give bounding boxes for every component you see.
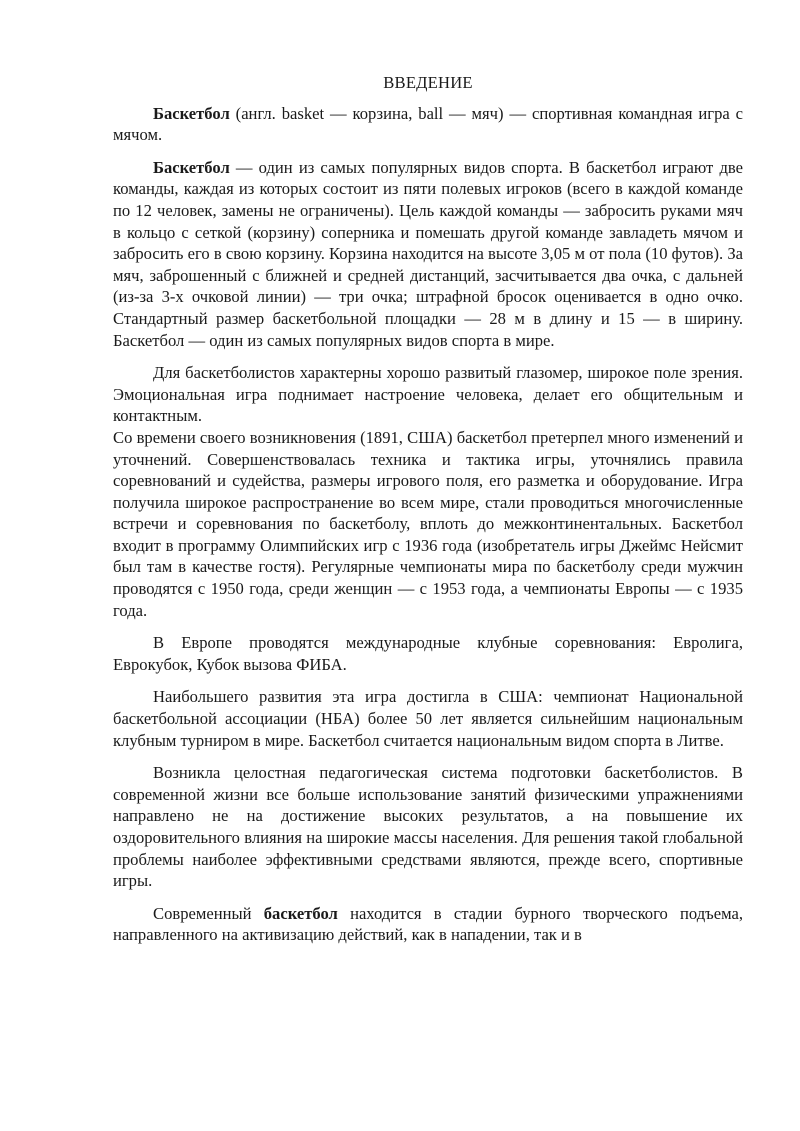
- paragraph-definition: [113, 103, 743, 146]
- paragraph-text: В Европе проводятся международные клубные соревнования: Евролига, Еврокубок, Кубок вызова ФИБА.: [113, 633, 743, 674]
- paragraph-europe: [113, 632, 743, 675]
- paragraph-text: Возникла целостная педагогическая система подготовки баскетболистов. В современной жизни все больше использование занятий физическими упражнениями направлено не на достижение высоких результатов, а на повышение их оздоровительного влияния на широкие массы населения. Для решения такой глобальной проблемы наиболее эффективными средствами являются, прежде всего, спортивные игры.: [113, 763, 743, 891]
- paragraph-text: (англ. basket — корзина, ball — мяч) — спортивная командная игра с мячом.: [113, 103, 743, 145]
- paragraph-pedagogy: [113, 762, 743, 892]
- bold-term: Баскетбол: [153, 157, 230, 177]
- document-page: [113, 72, 743, 946]
- paragraph-text-continued: Со времени своего возникновения (1891, США) баскетбол претерпел много изменений и уточнений. Совершенствовалась техника и тактика игры, уточнялись правила соревнований и судейства, размеры игрового поля, его разметка и оборудование. Игра получила широкое распространение во всем мире, стали проводиться многочисленные встречи и соревнования по баскетболу, вплоть до межконтинентальных. Баскетбол входит в программу Олимпийских игр с 1936 года (изобретатель игры Джеймс Нейсмит был там в качестве гостя). Регулярные чемпионаты мира по баскетболу среди мужчин проводятся с 1950 года, среди женщин — с 1953 года, а чемпионаты Европы — с 1935 года.: [113, 427, 743, 620]
- paragraph-modern: [113, 903, 743, 946]
- paragraph-rules: [113, 157, 743, 351]
- bold-term: баскетбол: [263, 903, 338, 923]
- paragraph-text: Для баскетболистов характерны хорошо развитый глазомер, широкое поле зрения. Эмоциональная игра поднимает настроение человека, делает его общительным и контактным.: [113, 363, 743, 426]
- paragraph-text: — один из самых популярных видов спорта. В баскетбол играют две команды, каждая из которых состоит из пяти полевых игроков (всего в каждой команде по 12 человек, замены не ограничены). Цель каждой команды — забросить руками мяч в кольцо с сеткой (корзину) соперника и помешать другой команде завладеть мячом и забросить его в свою корзину. Корзина находится на высоте 3,05 м от пола (10 футов). За мяч, заброшенный с ближней и средней дистанций, засчитывается два очка, с дальней (из-за 3-х очковой линии) — три очка; штрафной бросок оценивается в одно очко. Стандартный размер баскетбольной площадки — 28 м в длину и 15 — в ширину. Баскетбол — один из самых популярных видов спорта в мире.: [113, 157, 743, 350]
- paragraph-text: Наибольшего развития эта игра достигла в США: чемпионат Национальной баскетбольной ассоциации (НБА) более 50 лет является сильнейшим национальным клубным турниром в мире. Баскетбол считается национальным видом спорта в Литве.: [113, 687, 743, 750]
- paragraph-history: [113, 362, 743, 621]
- paragraph-usa: [113, 686, 743, 751]
- paragraph-text: находится в стадии бурного творческого подъема, направленного на активизацию действий, как в нападении, так и в: [113, 903, 743, 945]
- paragraph-text: Современный: [153, 903, 264, 923]
- bold-term: Баскетбол: [153, 103, 230, 123]
- document-title: ВВЕДЕНИЕ: [383, 73, 473, 92]
